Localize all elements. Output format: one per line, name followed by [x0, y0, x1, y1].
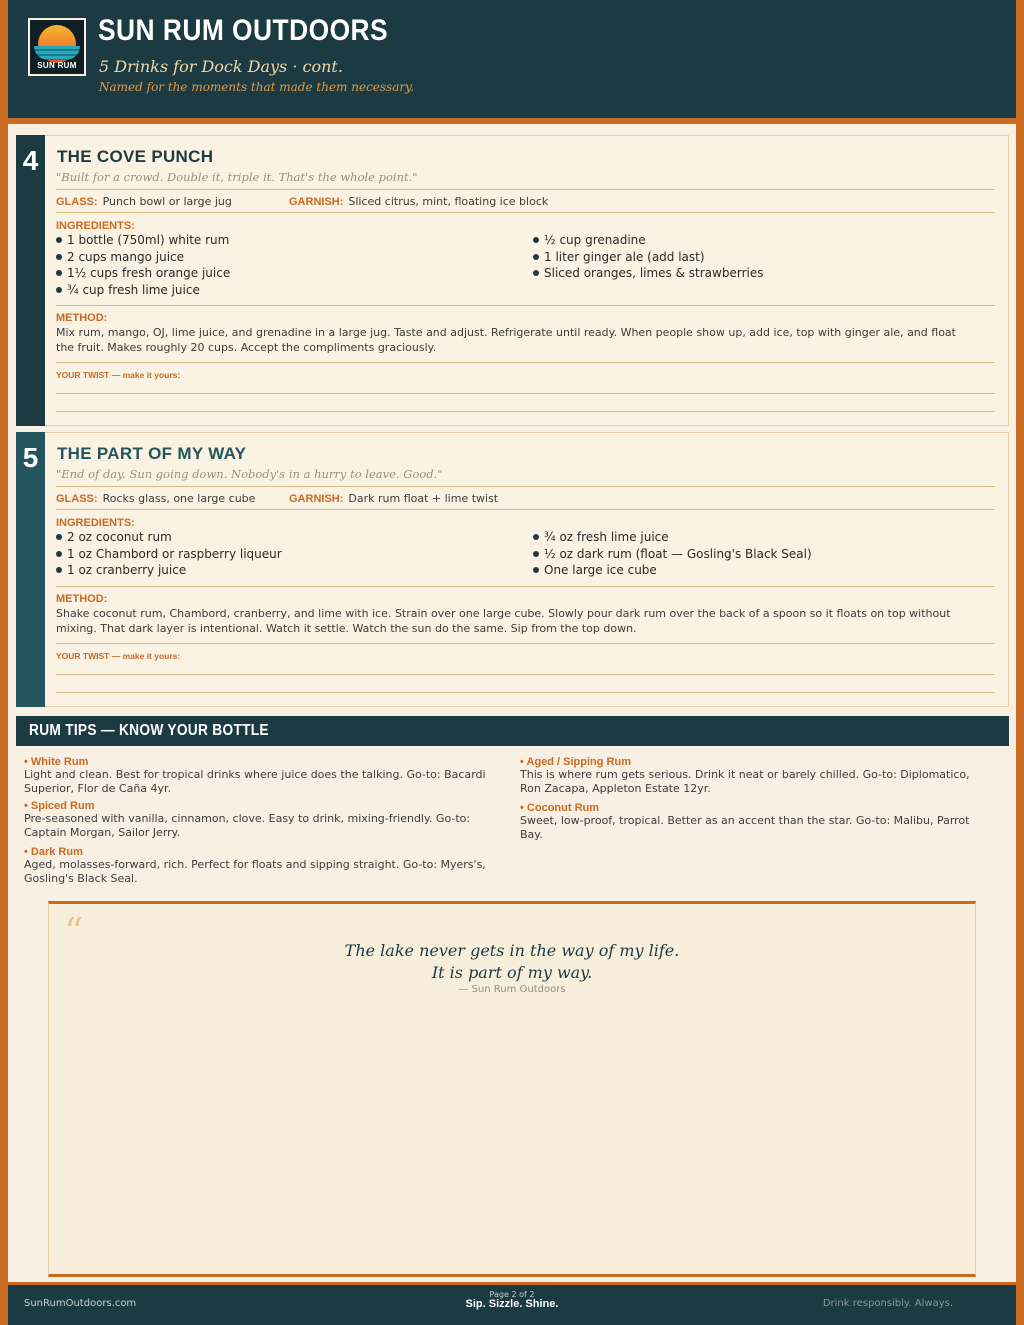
- quote-attribution: — Sun Rum Outdoors: [458, 984, 566, 995]
- divider: [56, 212, 995, 213]
- tip-description: This is where rum gets serious. Drink it neat or barely chilled. Go-to: Diplomatico, Ron Zacapa, Appleton Estate 12yr.: [520, 768, 970, 795]
- tip-name: • Coconut Rum: [520, 802, 600, 814]
- twist-write-line: [56, 393, 995, 394]
- twist-write-line: [56, 411, 995, 412]
- method-text: Mix rum, mango, OJ, lime juice, and grenadine in a large jug. Taste and adjust. Refrigerate until ready. When people show up, add ice, top with ginger ale, and float the fruit. Makes roughly 20 cups. Accept the compliments graciously.: [56, 326, 956, 354]
- page-header: [8, 0, 1016, 118]
- ingredient-item: ¾ oz fresh lime juice: [533, 529, 983, 546]
- water-icon: [34, 46, 80, 60]
- method-label: METHOD:: [56, 312, 108, 324]
- recipe-card-4: [16, 135, 1009, 426]
- garnish-label: GARNISH:: [289, 493, 344, 505]
- recipe-body: [45, 432, 1009, 707]
- tip-description: Sweet, low-proof, tropical. Better as an accent than the star. Go-to: Malibu, Parrot Bay.: [520, 814, 970, 841]
- recipe-title: THE PART OF MY WAY: [57, 444, 247, 463]
- glass-label: GLASS:: [56, 493, 98, 505]
- logo-text: SUN RUM: [37, 61, 77, 70]
- divider: [56, 486, 995, 487]
- right-accent-border: [1016, 0, 1024, 1325]
- glass-info: [56, 492, 255, 505]
- tip-description: Pre-seasoned with vanilla, cinnamon, clove. Easy to drink, mixing-friendly. Go-to: Captain Morgan, Sailor Jerry.: [24, 812, 471, 839]
- divider: [56, 643, 995, 644]
- website-link[interactable]: SunRumOutdoors.com: [24, 1298, 137, 1309]
- header-divider: [0, 118, 1024, 124]
- divider: [56, 586, 995, 587]
- page-footer: [8, 1285, 1016, 1325]
- twist-write-line: [56, 692, 995, 693]
- ingredient-item: 1 liter ginger ale (add last): [533, 249, 983, 266]
- tip-name: • White Rum: [24, 756, 89, 768]
- ingredient-item: ½ oz dark rum (float — Gosling's Black Seal): [533, 546, 983, 563]
- recipe-body: [45, 135, 1009, 426]
- method-label: METHOD:: [56, 593, 108, 605]
- divider: [56, 362, 995, 363]
- footer-slogan: Sip. Sizzle. Shine.: [465, 1298, 559, 1310]
- ingredient-item: 1 oz cranberry juice: [56, 562, 516, 579]
- recipe-quote: "End of day. Sun going down. Nobody's in a hurry to leave. Good.": [56, 467, 443, 481]
- method-text: Shake coconut rum, Chambord, cranberry, and lime with ice. Strain over one large cube. Slowly pour dark rum over the back of a spoon so it floats on top without mixing. That dark layer is intentional. Watch it settle. Watch the sun do the same. Sip from the top down.: [56, 607, 951, 635]
- page-tagline: Named for the moments that made them necessary.: [99, 80, 415, 94]
- tip-description: Aged, molasses-forward, rich. Perfect for floats and sipping straight. Go-to: Myers's, Gosling's Black Seal.: [24, 858, 486, 885]
- recipe-title: THE COVE PUNCH: [57, 147, 214, 166]
- closing-quote-box: [48, 901, 976, 1277]
- ingredient-item: 2 oz coconut rum: [56, 529, 516, 546]
- garnish-info: [289, 195, 548, 208]
- ingredient-item: 1 bottle (750ml) white rum: [56, 232, 516, 249]
- ingredient-item: ¾ cup fresh lime juice: [56, 282, 516, 299]
- tip-aged-rum: [520, 756, 990, 795]
- page-subtitle: 5 Drinks for Dock Days · cont.: [99, 57, 343, 76]
- garnish-value: Sliced citrus, mint, floating ice block: [348, 195, 549, 208]
- recipe-number: 4: [16, 135, 45, 426]
- page-number: Page 2 of 2: [489, 1290, 535, 1299]
- quote-line-2: It is part of my way.: [431, 963, 593, 982]
- ingredients-list-right: [533, 232, 983, 282]
- left-accent-border: [0, 0, 8, 1325]
- recipe-card-5: [16, 432, 1009, 707]
- rum-tips-title: RUM TIPS — KNOW YOUR BOTTLE: [29, 722, 269, 739]
- ingredient-item: Sliced oranges, limes & strawberries: [533, 265, 983, 282]
- glass-label: GLASS:: [56, 196, 98, 208]
- tip-name: • Dark Rum: [24, 846, 83, 858]
- glass-info: [56, 195, 232, 208]
- divider: [56, 305, 995, 306]
- recipe-quote: "Built for a crowd. Double it, triple it. That's the whole point.": [56, 170, 418, 184]
- ingredient-item: 1 oz Chambord or raspberry liqueur: [56, 546, 516, 563]
- ingredients-list-left: [56, 529, 516, 579]
- glass-value: Rocks glass, one large cube: [102, 492, 256, 505]
- tip-dark-rum: [24, 846, 494, 885]
- rum-tips-header: [16, 716, 1009, 746]
- ingredients-list-left: [56, 232, 516, 298]
- brand-title: SUN RUM OUTDOORS: [98, 14, 389, 47]
- tip-spiced-rum: [24, 800, 494, 839]
- ingredients-list-right: [533, 529, 983, 579]
- ingredients-label: INGREDIENTS:: [56, 517, 135, 529]
- twist-write-line: [56, 674, 995, 675]
- glass-value: Punch bowl or large jug: [102, 195, 232, 208]
- tip-coconut-rum: [520, 802, 990, 841]
- garnish-info: [289, 492, 498, 505]
- recipe-number: 5: [16, 432, 45, 707]
- quote-mark-icon: “: [64, 910, 84, 954]
- footer-disclaimer: Drink responsibly. Always.: [822, 1298, 953, 1309]
- divider: [56, 509, 995, 510]
- ingredients-label: INGREDIENTS:: [56, 220, 135, 232]
- ingredient-item: One large ice cube: [533, 562, 983, 579]
- sun-rum-logo: [28, 18, 86, 76]
- quote-line-1: The lake never gets in the way of my life.: [344, 941, 680, 960]
- tip-white-rum: [24, 756, 494, 795]
- twist-label: YOUR TWIST — make it yours:: [56, 370, 181, 380]
- ingredient-item: 2 cups mango juice: [56, 249, 516, 266]
- tip-name: • Spiced Rum: [24, 800, 95, 812]
- divider: [56, 189, 995, 190]
- tip-name: • Aged / Sipping Rum: [520, 756, 631, 768]
- tip-description: Light and clean. Best for tropical drinks where juice does the talking. Go-to: Bacardi Superior, Flor de Caña 4yr.: [24, 768, 486, 795]
- garnish-label: GARNISH:: [289, 196, 344, 208]
- garnish-value: Dark rum float + lime twist: [348, 492, 499, 505]
- ingredient-item: 1½ cups fresh orange juice: [56, 265, 516, 282]
- ingredient-item: ½ cup grenadine: [533, 232, 983, 249]
- twist-label: YOUR TWIST — make it yours:: [56, 651, 181, 661]
